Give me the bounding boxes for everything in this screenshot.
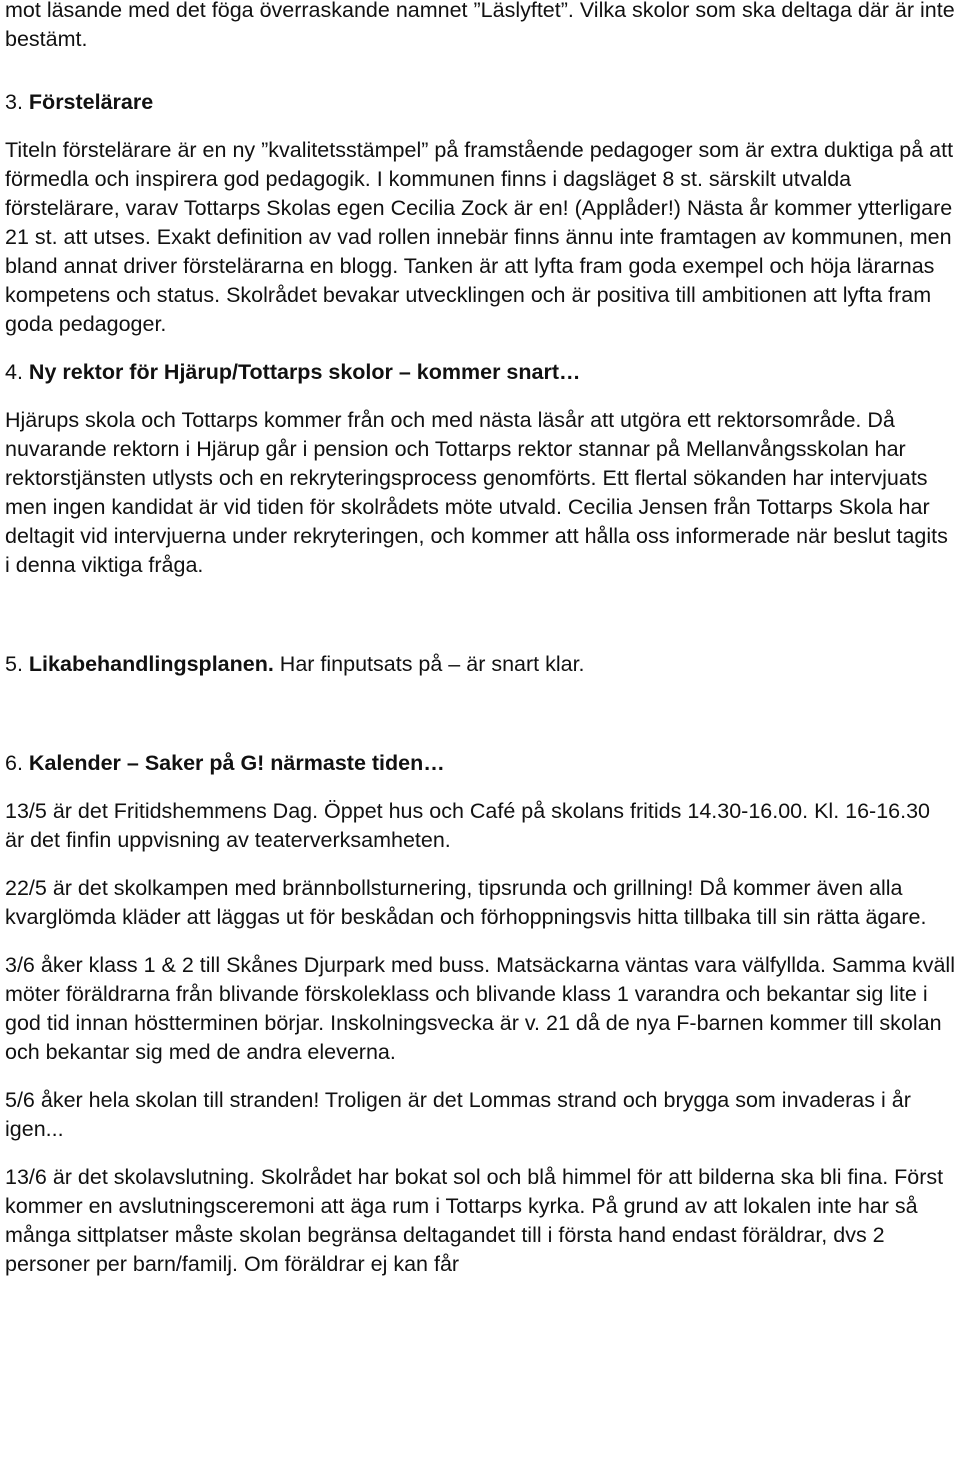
section-4-title: Ny rektor för Hjärup/Tottarps skolor – kommer snart… <box>28 360 581 384</box>
calendar-entry: 13/6 är det skolavslutning. Skolrådet har bokat sol och blå himmel för att bilderna ska bli fina. Först kommer en avslutningsceremoni att äga rum i Tottarps kyrka. På grund av att lokalen inte har så många sittplatser måste skolan begränsa deltagandet till i första hand endast föräldrar, dvs 2 personer per barn/familj. Om föräldrar ej kan får <box>5 1165 944 1276</box>
section-3-body: Titeln förstelärare är en ny ”kvalitetsstämpel” på framstående pedagoger som är extra duktiga på att förmedla och inspirera god pedagogik. I kommunen finns i dagsläget 8 st. särskilt utvalda förstelärare, varav Tottarps Skolas egen Cecilia Zock är en! (Applåder!) Nästa år kommer ytterligare 21 st. att utses. Exakt definition av vad rollen innebär finns ännu inte framtagen av kommunen, men bland annat driver förstelärarna en blogg. Tanken är att lyfta fram goda exempel och höja lärarnas kompetens och status. Skolrådet bevakar utvecklingen och är positiva till ambitionen att lyfta fram goda pedagoger. <box>5 138 954 336</box>
calendar-entry: 5/6 åker hela skolan till stranden! Troligen är det Lommas strand och brygga som invaderas i år igen... <box>5 1088 911 1141</box>
section-6-number: 6. <box>5 751 23 775</box>
section-4-heading <box>5 358 955 387</box>
section-3-number: 3. <box>5 90 23 114</box>
section-3-title: Förstelärare <box>28 90 154 114</box>
section-5-title: Likabehandlingsplanen. <box>28 652 274 676</box>
section-3-heading <box>5 88 955 117</box>
section-5-number: 5. <box>5 652 23 676</box>
section-4-body: Hjärups skola och Tottarps kommer från och med nästa läsår att utgöra ett rektorsområde. Då nuvarande rektorn i Hjärup går i pension och Tottarps rektor stannar på Mellanvångsskolan har rektorstjänsten utlysts och en rekryteringsprocess genomförts. Ett flertal sökanden har intervjuats men ingen kandidat är vid tiden för skolrådets möte utvald. Cecilia Jensen från Tottarps Skola har deltagit vid intervjuerna under rekryteringen, och kommer att hålla oss informerade när beslut tagits i denna viktiga fråga. <box>5 408 948 577</box>
calendar-entry: 3/6 åker klass 1 & 2 till Skånes Djurpark med buss. Matsäckarna väntas vara välfyllda. Samma kväll möter föräldrarna från blivande förskoleklass och blivande klass 1 varandra och bekantar sig lite i god tid innan höstterminen börjar. Inskolningsvecka är v. 21 då de nya F-barnen kommer till skolan och bekantar sig med de andra eleverna. <box>5 953 955 1064</box>
section-5-text: Har finputsats på – är snart klar. <box>273 652 585 676</box>
section-5-paragraph <box>5 650 955 679</box>
section-6-title: Kalender – Saker på G! närmaste tiden… <box>28 751 445 775</box>
section-4-number: 4. <box>5 360 23 384</box>
intro-paragraph: mot läsande med det föga överraskande namnet ”Läslyftet”. Vilka skolor som ska deltaga där är inte bestämt. <box>5 0 955 51</box>
section-6-heading <box>5 749 955 778</box>
calendar-entry: 13/5 är det Fritidshemmens Dag. Öppet hus och Café på skolans fritids 14.30-16.00. Kl. 16-16.30 är det finfin uppvisning av teaterverksamheten. <box>5 799 931 852</box>
calendar-entry: 22/5 är det skolkampen med brännbollsturnering, tipsrunda och grillning! Då kommer även alla kvarglömda kläder att läggas ut för beskådan och förhoppningsvis hitta tillbaka till sin rätta ägare. <box>5 876 927 929</box>
document-page <box>5 0 955 1279</box>
